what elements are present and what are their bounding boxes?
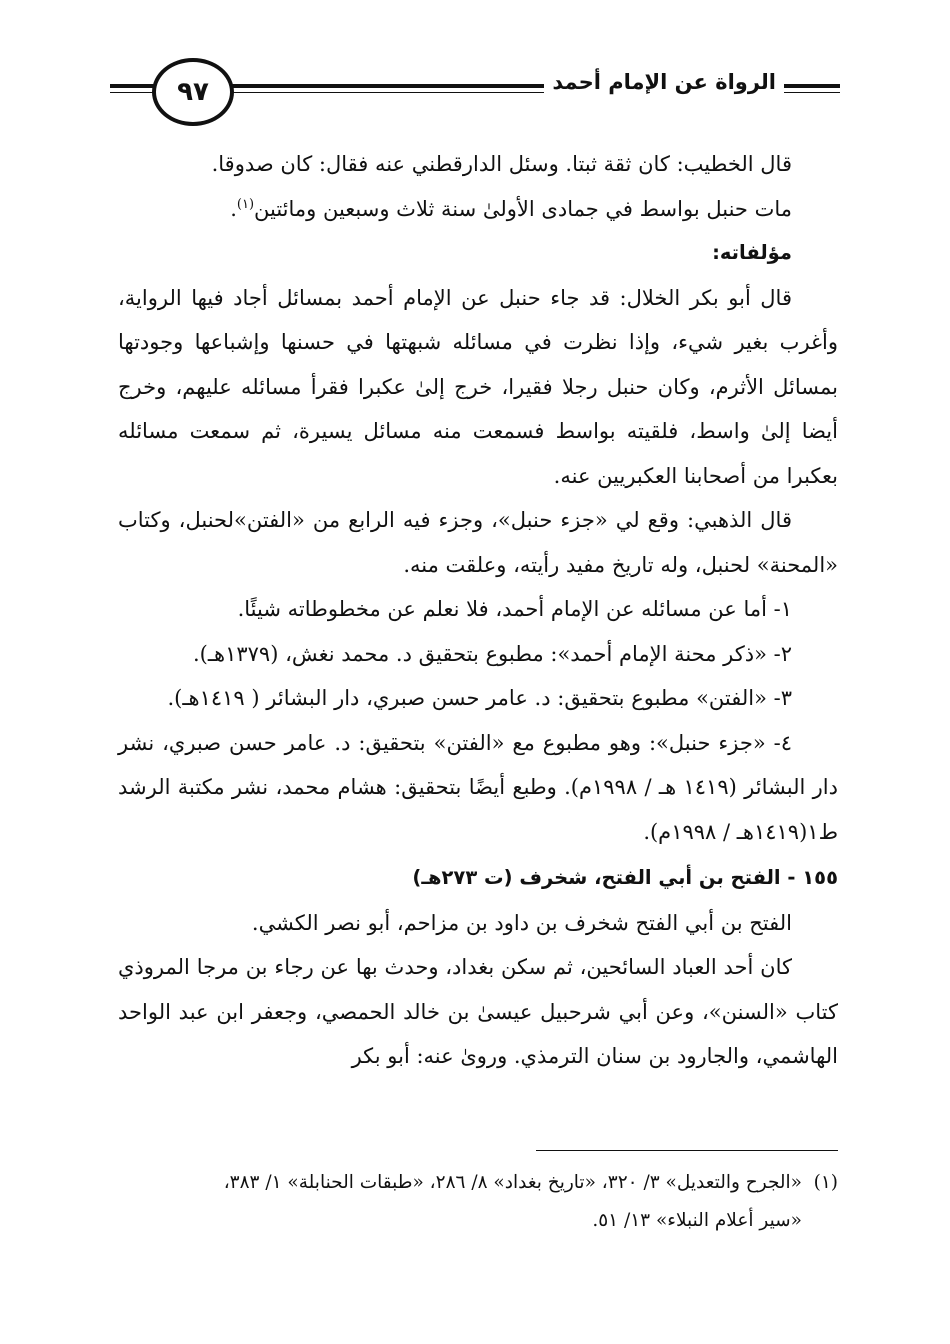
footnote-1-line-1 (118, 1164, 838, 1202)
list-item-4: ٤- «جزء حنبل»: وهو مطبوع مع «الفتن» بتحقيق: د. عامر حسن صبري، نشر دار البشائر (١٤١٩ هـ / ١٩٩٨م). وطبع أيضًا بتحقيق: هشام محمد، نشر مكتبة الرشد ط١(١٤١٩هـ / ١٩٩٨م). (118, 730, 838, 844)
paragraph-dhahabi: قال الذهبي: وقع لي «جزء حنبل»، وجزء فيه الرابع من «الفتن»لحنبل، وكتاب «المحنة» لحنبل، وله تاريخ مفيد رأيته، وعلقت منه. (118, 508, 838, 577)
paragraph-death (118, 187, 838, 232)
footnote-ref[interactable]: (١) (236, 196, 255, 212)
running-title: الرواة عن الإمام أحمد (544, 70, 784, 94)
footnotes (118, 1164, 838, 1240)
paragraph-fath-bio: كان أحد العباد السائحين، ثم سكن بغداد، وحدث بها عن رجاء بن مرجا المروذي كتاب «السنن»، وعن أبي شرحبيل عيسىٰ بن خالد الحمصي، وجعفر ابن عبد الواحد الهاشمي، والجارود بن سنان الترمذي. وروىٰ عنه: أبو بكر (118, 955, 838, 1068)
page-header (110, 58, 840, 124)
section-title-works: مؤلفاته: (712, 241, 792, 264)
header-rule-left-thin (110, 92, 158, 93)
list-item-2: ٢- «ذكر محنة الإمام أحمد»: مطبوع بتحقيق د. محمد نغش، (١٣٧٩هـ). (192, 641, 792, 666)
page-number: ٩٧ (152, 58, 234, 126)
entry-title-155: ١٥٥ - الفتح بن أبي الفتح، شخرف (ت ٢٧٣هـ) (412, 866, 838, 889)
footnote-1-line-2: «سير أعلام النبلاء» ١٣/ ٥١. (592, 1210, 802, 1231)
death-text-end: . (230, 196, 237, 221)
list-item-1: ١- أما عن مسائله عن الإمام أحمد، فلا نعلم عن مخطوطاته شيئًا. (237, 597, 792, 621)
main-text (118, 142, 838, 1079)
footnote-1-marker: (١) (813, 1172, 838, 1193)
paragraph-fath-name: الفتح بن أبي الفتح شخرف بن داود بن مزاحم، أبو نصر الكشي. (251, 910, 792, 935)
paragraph-khatib: قال الخطيب: كان ثقة ثبتا. وسئل الدارقطني عنه فقال: كان صدوقا. (211, 152, 792, 176)
paragraph-khallal: قال أبو بكر الخلال: قد جاء حنبل عن الإمام أحمد بمسائل أجاد فيها الرواية، وأغرب بغير شيء، وإذا نظرت في مسائله شبهتها في حسنها وإشباعها وجودتها بمسائل الأثرم، وكان حنبل رجلا فقيرا، خرج إلىٰ عكبرا فقرأ مسائله عليهم، وخرج أيضا إلىٰ واسط، فلقيته بواسط فسمعت منه مسائل يسيرة، ثم سمعت مسائله بعكبرا من أصحابنا العكبريين عنه. (118, 285, 838, 488)
header-rule-left-thick (110, 84, 158, 88)
footnote-separator (536, 1150, 838, 1151)
footnote-1-text-1: «الجرح والتعديل» ٣/ ٣٢٠، «تاريخ بغداد» ٨/ ٢٨٦، «طبقات الحنابلة» ١/ ٣٨٣، (223, 1172, 802, 1193)
list-item-3: ٣- «الفتن» مطبوع بتحقيق: د. عامر حسن صبري، دار البشائر ( ١٤١٩هـ). (167, 686, 792, 710)
death-text: مات حنبل بواسط في جمادى الأولىٰ سنة ثلاث وسبعين ومائتين (254, 196, 792, 221)
